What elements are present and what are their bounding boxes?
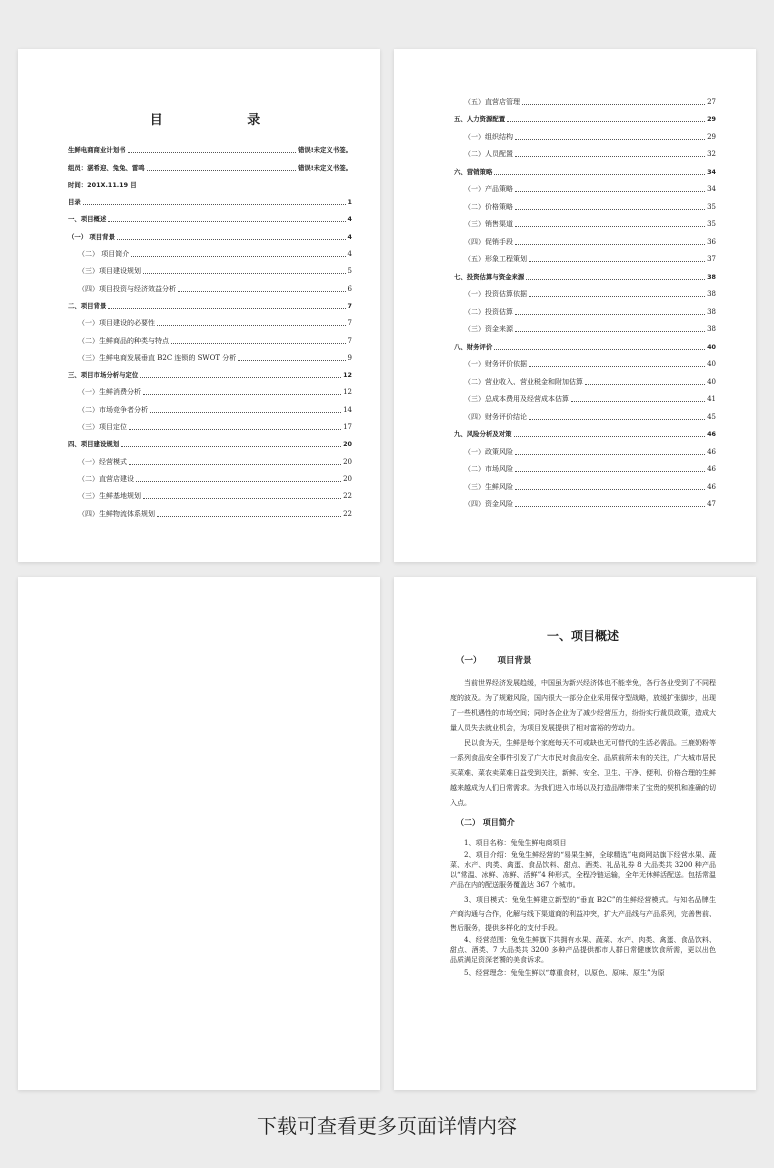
toc-leader-dots bbox=[515, 470, 705, 472]
toc-entry-page: 36 bbox=[707, 237, 716, 246]
toc-entry[interactable] bbox=[68, 486, 352, 503]
toc-entry[interactable] bbox=[68, 382, 352, 399]
toc-entry[interactable] bbox=[68, 434, 352, 451]
toc-leader-dots bbox=[171, 342, 346, 344]
list-item: 1、项目名称：兔兔生鲜电商项目 bbox=[464, 839, 567, 847]
toc-entry-page: 错误!未定义书签。 bbox=[297, 146, 352, 155]
toc-entry-label: （一）项目建设的必要性 bbox=[78, 319, 155, 328]
section-title: 一、项目概述 bbox=[546, 629, 619, 643]
toc-entry-page: 47 bbox=[707, 500, 716, 508]
toc-entry-label: （五）形象工程策划 bbox=[464, 255, 527, 263]
toc-entry-page: 14 bbox=[343, 405, 352, 414]
download-more-link[interactable]: 下载可查看更多页面详情内容 bbox=[257, 1114, 517, 1138]
toc-leader-dots bbox=[515, 138, 705, 140]
toc-entry-page: 5 bbox=[347, 267, 352, 276]
toc-entry[interactable] bbox=[454, 406, 716, 424]
toc-entry-label: 三、项目市场分析与定位 bbox=[68, 371, 139, 380]
toc-entry-label: （三）项目定位 bbox=[78, 423, 127, 432]
toc-entry[interactable] bbox=[454, 319, 716, 337]
toc-entry-label: （二）直营店建设 bbox=[78, 474, 134, 483]
toc-entry[interactable] bbox=[68, 417, 352, 434]
toc-entry-page: 46 bbox=[707, 447, 716, 456]
toc-entry[interactable] bbox=[68, 330, 352, 347]
toc-entry-label: （二）市场风险 bbox=[464, 465, 513, 473]
toc-entry[interactable] bbox=[68, 399, 352, 416]
toc-leader-dots bbox=[117, 238, 346, 240]
toc-entry[interactable] bbox=[454, 109, 716, 127]
toc-entry-label: （一）组织结构 bbox=[464, 132, 513, 141]
toc-entry-label: （四）生鲜物流体系规划 bbox=[78, 509, 155, 518]
toc-entry[interactable] bbox=[454, 424, 716, 442]
toc-entry[interactable] bbox=[68, 451, 352, 468]
subsection-title-intro: （二） 项目简介 bbox=[456, 818, 515, 827]
toc-entry-page: 4 bbox=[347, 215, 352, 224]
toc-entry-label: （一）政策风险 bbox=[464, 447, 513, 456]
toc-entry[interactable] bbox=[454, 459, 716, 477]
toc-entry-label: （三）生鲜基地规划 bbox=[78, 492, 141, 501]
toc-leader-dots bbox=[121, 445, 341, 447]
toc-entry-page: 41 bbox=[707, 395, 716, 403]
toc-entry-label: （四）资金风险 bbox=[464, 500, 513, 508]
toc-entry-page: 29 bbox=[707, 132, 716, 141]
toc-entry[interactable] bbox=[68, 296, 352, 313]
toc-list-2 bbox=[454, 91, 716, 511]
toc-list-1 bbox=[68, 140, 352, 521]
toc-leader-dots bbox=[515, 453, 705, 455]
toc-entry-page: 35 bbox=[707, 202, 716, 211]
subsection-number: （一） bbox=[456, 656, 482, 666]
content-page bbox=[394, 577, 756, 1090]
toc-leader-dots bbox=[494, 173, 705, 175]
toc-leader-dots bbox=[515, 190, 705, 192]
toc-entry-label: 生鲜电商商业计划书 bbox=[68, 146, 126, 155]
toc-entry-page: 46 bbox=[707, 430, 716, 438]
toc-entry-page: 38 bbox=[707, 325, 716, 333]
subsection-title-background bbox=[456, 654, 716, 666]
toc-entry-label: （四）项目投资与经济效益分析 bbox=[78, 284, 176, 293]
toc-leader-dots bbox=[108, 307, 345, 309]
toc-entry-page: 34 bbox=[707, 185, 716, 193]
toc-entry-label: 目录 bbox=[68, 198, 81, 207]
toc-entry-page: 46 bbox=[707, 465, 716, 473]
toc-entry-page: 45 bbox=[707, 412, 716, 421]
toc-leader-dots bbox=[529, 295, 705, 297]
toc-entry[interactable] bbox=[68, 348, 352, 365]
toc-entry-label: （二）价格策略 bbox=[464, 202, 513, 211]
toc-entry-label: （三）销售渠道 bbox=[464, 220, 513, 228]
toc-leader-dots bbox=[515, 505, 705, 507]
toc-entry[interactable] bbox=[454, 301, 716, 319]
paragraph: 民以食为天，生鲜是每个家庭每天不可或缺也无可替代的生活必需品。三鹿奶粉等一系列食品安全事件引发了广大市民对食品安全、品质前所未有的关注，广大城市居民买菜难、菜农卖菜难日益受到关注，新鲜、安全、卫生、干净、便利、价格合理的生鲜越来越成为人们日常需求。为我们进入市场以及打造品牌带来了宝贵的契机和准确的切入点。 bbox=[450, 739, 716, 807]
toc-leader-dots bbox=[143, 393, 341, 395]
toc-entry-label: 九、风险分析及对策 bbox=[454, 430, 512, 438]
toc-entry-label: （一）财务评价依据 bbox=[464, 360, 527, 368]
toc-entry[interactable] bbox=[68, 244, 352, 261]
toc-leader-dots bbox=[108, 220, 345, 222]
toc-entry-label: （一）经营模式 bbox=[78, 457, 127, 466]
list-item: 3、项目模式：兔兔生鲜建立新型的“垂直 B2C”的生鲜经营模式。与知名品牌生产商沟通与合作，化解与线下渠道商的利益冲突，扩大产品线与产品系列，完善售前、售后服务，提供多样化的支付手段。 bbox=[450, 896, 716, 932]
toc-leader-dots bbox=[571, 400, 705, 402]
toc-leader-dots bbox=[515, 313, 705, 315]
toc-entry-page: 32 bbox=[707, 150, 716, 158]
toc-entry[interactable] bbox=[454, 249, 716, 267]
toc-entry-page: 40 bbox=[707, 342, 716, 351]
toc-entry-page: 29 bbox=[707, 115, 716, 123]
toc-entry[interactable] bbox=[454, 354, 716, 372]
toc-entry-label: （一）生鲜消费分析 bbox=[78, 388, 141, 397]
toc-leader-dots bbox=[529, 418, 705, 420]
toc-entry[interactable] bbox=[454, 144, 716, 162]
list-item: 2、项目介绍：兔兔生鲜经营的“易果生鲜，全球精选”电商网站旗下经营水果、蔬菜、水产、肉类、禽蛋、食品饮料、甜点、酒类、礼品礼券 8 大品类共 3200 种产品以“常温、冰鲜、冻鲜、活鲜”4 种形式，全程冷链运输，全年无休鲜活配送。包括常温产品在内的配送服务覆盖达 367 个城市。 bbox=[450, 851, 716, 889]
toc-entry[interactable] bbox=[454, 389, 716, 407]
toc-entry-page: 37 bbox=[707, 255, 716, 263]
toc-entry-label: （三）资金来源 bbox=[464, 325, 513, 333]
toc-leader-dots bbox=[128, 151, 296, 153]
toc-entry[interactable] bbox=[454, 336, 716, 354]
toc-leader-dots bbox=[150, 411, 341, 413]
toc-entry-page: 22 bbox=[343, 492, 352, 501]
toc-entry[interactable] bbox=[454, 441, 716, 459]
toc-entry-label: （二） 项目简介 bbox=[78, 250, 130, 259]
toc-entry[interactable] bbox=[68, 157, 352, 174]
toc-entry-page: 46 bbox=[707, 482, 716, 491]
toc-entry-page: 34 bbox=[707, 167, 716, 176]
toc-leader-dots bbox=[529, 260, 705, 262]
toc-leader-dots bbox=[515, 225, 705, 227]
toc-entry-page: 40 bbox=[707, 360, 716, 368]
toc-entry-label: （一）投资估算依据 bbox=[464, 290, 527, 298]
toc-entry[interactable] bbox=[454, 266, 716, 284]
toc-leader-dots bbox=[515, 243, 705, 245]
toc-entry-label: 五、人力资源配置 bbox=[454, 115, 506, 123]
toc-page-1 bbox=[18, 49, 380, 562]
toc-entry-page: 40 bbox=[707, 377, 716, 386]
toc-entry-label: （二）投资估算 bbox=[464, 307, 513, 316]
toc-entry-page: 20 bbox=[343, 440, 352, 449]
toc-entry[interactable] bbox=[454, 476, 716, 494]
toc-entry[interactable] bbox=[454, 91, 716, 109]
toc-entry[interactable] bbox=[454, 371, 716, 389]
toc-entry-label: （一）产品策略 bbox=[464, 185, 513, 193]
toc-leader-dots bbox=[147, 169, 296, 171]
toc-entry-label: （三）总成本费用及经营成本估算 bbox=[464, 395, 569, 403]
toc-entry-page: 27 bbox=[707, 97, 716, 106]
toc-entry-label: 四、项目建设规划 bbox=[68, 440, 120, 449]
toc-entry[interactable] bbox=[68, 313, 352, 330]
toc-entry-label: 二、项目背景 bbox=[68, 301, 107, 310]
toc-entry-label: （二）生鲜商品的种类与特点 bbox=[78, 336, 169, 345]
toc-entry[interactable] bbox=[68, 365, 352, 382]
toc-entry-page: 38 bbox=[707, 272, 716, 281]
toc-entry[interactable] bbox=[454, 126, 716, 144]
toc-entry-label: （三）生鲜电商发展垂直 B2C 连锁的 SWOT 分析 bbox=[78, 353, 237, 362]
toc-leader-dots bbox=[157, 515, 341, 517]
toc-entry-page: 22 bbox=[343, 509, 352, 518]
toc-entry[interactable] bbox=[454, 196, 716, 214]
toc-entry-label: （三）生鲜风险 bbox=[464, 482, 513, 491]
toc-entry-page: 38 bbox=[707, 307, 716, 316]
toc-entry[interactable] bbox=[454, 214, 716, 232]
paragraph: 当前世界经济发展趋缓，中国虽为新兴经济体也不能幸免，各行各业受到了不同程度的波及。为了规避风险，国内很大一部分企业采用保守型战略，放缓扩张脚步，出现了一些机遇性的市场空间；同时各企业为了减少经营压力，纷纷实行裁员政策，造成大量人员失去就业机会，为项目发展提供了相对富裕的劳动力。 bbox=[450, 679, 716, 732]
toc-entry-page: 4 bbox=[347, 232, 352, 241]
toc-title: 目 录 bbox=[149, 113, 301, 128]
toc-entry[interactable] bbox=[454, 179, 716, 197]
toc-entry[interactable] bbox=[68, 469, 352, 486]
toc-entry-page: 1 bbox=[347, 198, 352, 207]
toc-entry-page: 9 bbox=[347, 353, 352, 362]
toc-entry-page: 38 bbox=[707, 290, 716, 298]
toc-leader-dots bbox=[514, 435, 706, 437]
toc-entry-label: 八、财务评价 bbox=[454, 342, 493, 351]
toc-entry[interactable] bbox=[454, 231, 716, 249]
toc-entry[interactable] bbox=[454, 161, 716, 179]
toc-leader-dots bbox=[143, 272, 346, 274]
toc-leader-dots bbox=[129, 463, 341, 465]
toc-entry-page: 12 bbox=[343, 371, 352, 380]
blank-page bbox=[18, 577, 380, 1090]
toc-leader-dots bbox=[129, 428, 341, 430]
toc-entry[interactable] bbox=[68, 175, 352, 192]
toc-leader-dots bbox=[515, 208, 705, 210]
toc-entry-label: 组员：湛希迎、兔兔、雷鸣 bbox=[68, 163, 145, 172]
toc-leader-dots bbox=[143, 497, 341, 499]
toc-entry-label: （二）市场竞争者分析 bbox=[78, 405, 148, 414]
toc-entry-page: 4 bbox=[347, 250, 352, 259]
toc-entry-page: 7 bbox=[347, 301, 352, 310]
list-item: 5、经营理念：兔兔生鲜以“尊重食材，以原色、原味、原生”为原 bbox=[464, 969, 665, 977]
toc-entry-label: （四）财务评价结论 bbox=[464, 412, 527, 421]
toc-leader-dots bbox=[585, 383, 705, 385]
toc-leader-dots bbox=[522, 103, 705, 105]
toc-leader-dots bbox=[515, 330, 705, 332]
toc-entry-label: 七、投资估算与资金来源 bbox=[454, 272, 525, 281]
toc-entry[interactable] bbox=[68, 226, 352, 243]
toc-page-2 bbox=[394, 49, 756, 562]
toc-leader-dots bbox=[515, 488, 705, 490]
toc-leader-dots bbox=[507, 120, 705, 122]
toc-entry[interactable] bbox=[68, 192, 352, 209]
toc-entry-label: 时间：201X.11.19 目 bbox=[68, 180, 137, 189]
toc-entry-page: 20 bbox=[343, 474, 352, 483]
toc-entry[interactable] bbox=[68, 140, 352, 157]
toc-entry-label: （五）直营店管理 bbox=[464, 97, 520, 106]
toc-leader-dots bbox=[526, 278, 705, 280]
toc-entry-label: 六、营销策略 bbox=[454, 167, 493, 176]
toc-entry-label: 一、项目概述 bbox=[68, 215, 107, 224]
toc-entry[interactable] bbox=[454, 284, 716, 302]
toc-leader-dots bbox=[157, 324, 346, 326]
toc-entry-page: 20 bbox=[343, 457, 352, 466]
toc-entry-label: （四）促销手段 bbox=[464, 237, 513, 246]
toc-leader-dots bbox=[140, 376, 341, 378]
toc-entry-page: 7 bbox=[347, 319, 352, 328]
toc-entry-page: 17 bbox=[343, 423, 352, 432]
toc-entry-label: （二）营业收入、营业税金和附加估算 bbox=[464, 377, 583, 386]
list-item: 4、经营范围：兔兔生鲜旗下共拥有水果、蔬菜、水产、肉类、禽蛋、食品饮料、甜点、酒类、7 大品类共 3200 多种产品提供都市人群日常健康饮食所需，更以出色品质满足资深老饕的美食诉求。 bbox=[450, 936, 716, 964]
toc-entry-page: 6 bbox=[347, 284, 352, 293]
toc-entry[interactable] bbox=[68, 503, 352, 520]
toc-entry-label: （三）项目建设规划 bbox=[78, 267, 141, 276]
toc-entry[interactable] bbox=[68, 278, 352, 295]
subsection-label: 项目背景 bbox=[497, 656, 532, 666]
toc-entry[interactable] bbox=[454, 494, 716, 512]
toc-leader-dots bbox=[515, 155, 705, 157]
toc-entry[interactable] bbox=[68, 261, 352, 278]
toc-entry[interactable] bbox=[68, 209, 352, 226]
toc-entry-page: 12 bbox=[343, 388, 352, 397]
toc-leader-dots bbox=[529, 365, 705, 367]
toc-entry-label: （一） 项目背景 bbox=[68, 232, 115, 241]
toc-leader-dots bbox=[238, 359, 345, 361]
toc-entry-page: 35 bbox=[707, 220, 716, 228]
toc-leader-dots bbox=[178, 290, 346, 292]
toc-entry-page: 错误!未定义书签。 bbox=[297, 163, 352, 172]
toc-entry-page: 7 bbox=[347, 336, 352, 345]
toc-leader-dots bbox=[131, 255, 345, 257]
toc-entry-label: （二）人员配置 bbox=[464, 150, 513, 158]
toc-leader-dots bbox=[136, 480, 341, 482]
toc-leader-dots bbox=[83, 203, 346, 205]
toc-leader-dots bbox=[494, 348, 705, 350]
